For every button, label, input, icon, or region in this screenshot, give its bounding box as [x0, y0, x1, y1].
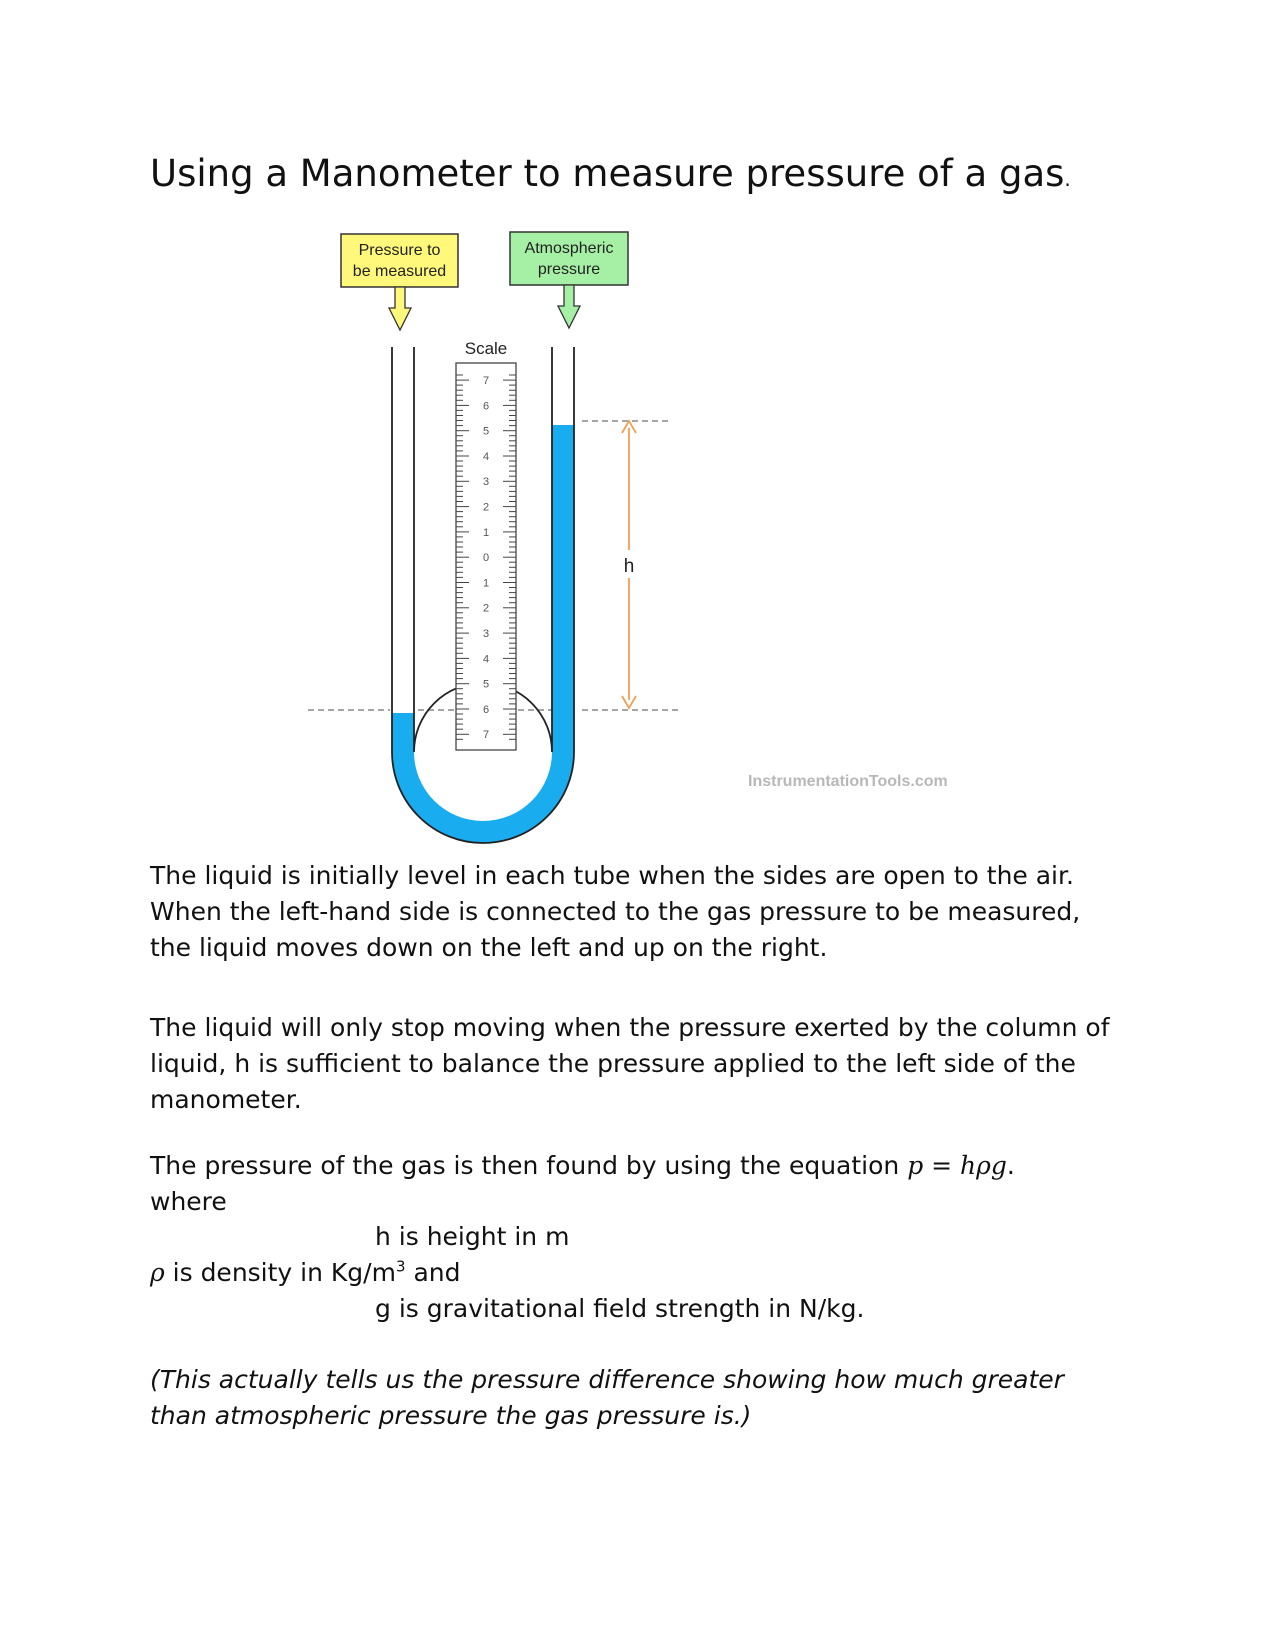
scale-number: 6 [482, 400, 490, 413]
scale-number: 2 [482, 602, 490, 615]
right-label-line1: Atmospheric [524, 240, 614, 257]
scale-number: 3 [482, 628, 490, 640]
scale-number: 4 [482, 450, 490, 463]
scale-title: Scale [464, 339, 508, 358]
scale-number: 1 [482, 526, 490, 539]
equation-intro: The pressure of the gas is then found by using the equation [150, 1151, 908, 1180]
watermark: InstrumentationTools.com [748, 773, 948, 790]
scale-number: 2 [482, 501, 490, 514]
title-period: . [1064, 167, 1071, 191]
right-label-line2: pressure [537, 261, 601, 278]
paragraph-equation [150, 1148, 1110, 1184]
density-end: and [405, 1258, 461, 1287]
scale-number: 5 [482, 678, 490, 691]
equation-period: . [1006, 1151, 1015, 1180]
paragraph-liquid-stop: The liquid will only stop moving when the pressure exerted by the column of liquid, h is sufficient to balance the pressure applied to the left side of the manometer. [150, 1013, 1110, 1114]
note-pressure-difference: (This actually tells us the pressure difference showing how much greater than atmospheric pressure the gas pressure is.) [150, 1365, 1064, 1430]
scale-number: 0 [482, 552, 490, 565]
definition-height: h is height in m [375, 1222, 570, 1251]
definition-gravity: g is gravitational field strength in N/kg. [375, 1294, 865, 1323]
scale-number: 3 [482, 476, 490, 489]
rho-symbol: ρ [150, 1258, 165, 1287]
height-label: h [623, 556, 635, 577]
page-title [150, 150, 1071, 203]
paragraph-liquid-level: The liquid is initially level in each tube when the sides are open to the air. When the left-hand side is connected to the gas pressure to be measured, the liquid moves down on the left and up on the right. [150, 861, 1081, 962]
density-text: is density in Kg/m [164, 1258, 396, 1287]
scale-number: 4 [482, 653, 490, 666]
left-down-arrow-icon [389, 287, 411, 330]
scale-number: 7 [482, 729, 490, 742]
left-label-line2: be measured [352, 263, 447, 280]
pressure-equation: p = hρg [907, 1151, 1007, 1180]
where-label: where [150, 1187, 227, 1216]
density-superscript: 3 [395, 1257, 406, 1276]
scale-number: 5 [482, 425, 490, 438]
title-text: Using a Manometer to measure pressure of a gas [150, 152, 1065, 195]
manometer-diagram [300, 230, 1040, 850]
definition-density [150, 1255, 850, 1291]
scale-number: 1 [482, 577, 490, 590]
scale-number: 6 [482, 703, 490, 716]
left-label-line1: Pressure to [358, 242, 441, 259]
scale-number: 7 [482, 375, 490, 387]
right-down-arrow-icon [558, 285, 580, 328]
